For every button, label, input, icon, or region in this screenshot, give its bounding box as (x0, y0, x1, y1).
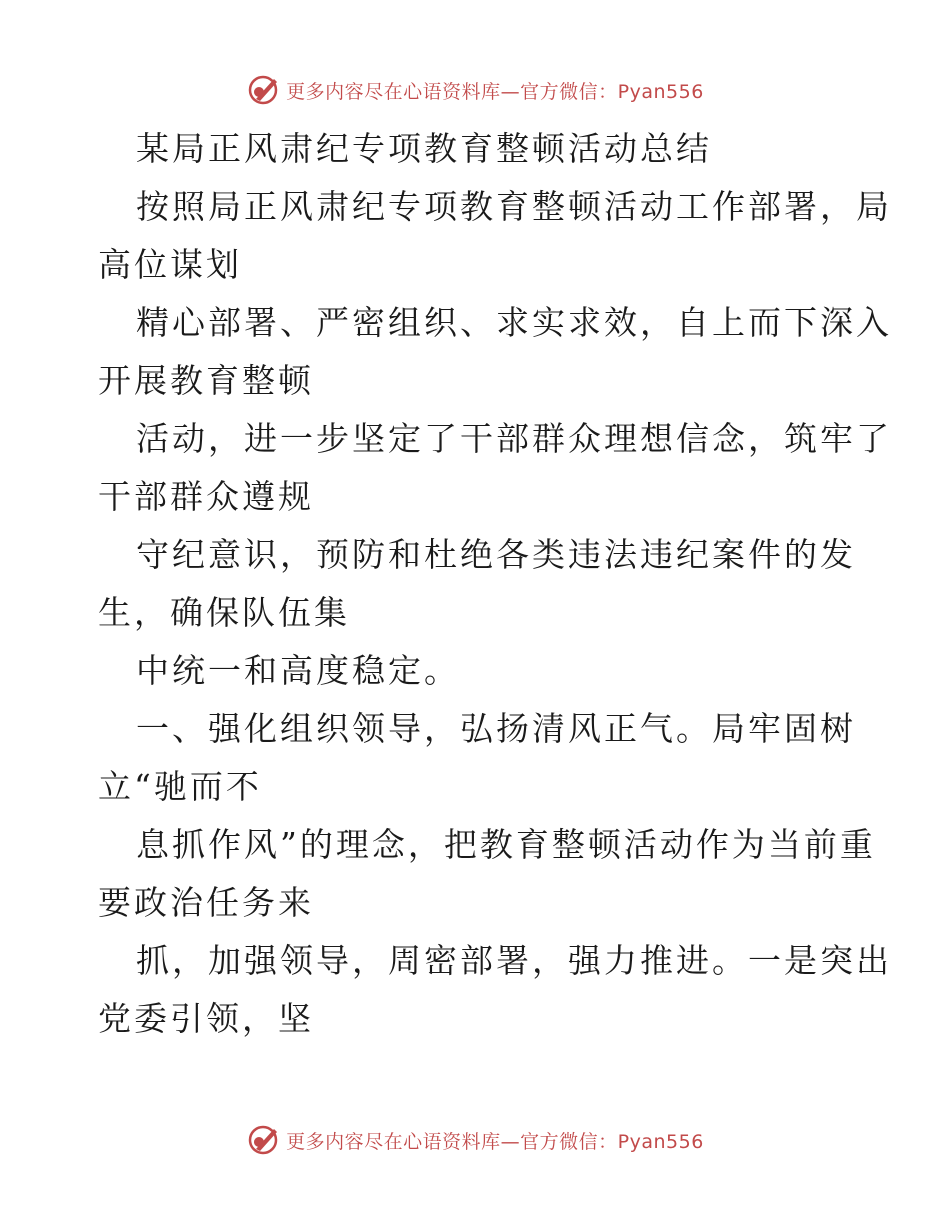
paragraph-line: 高位谋划 (98, 245, 242, 284)
watermark-text: 更多内容尽在心语资料库—官方微信：Pyan556 (286, 1130, 704, 1153)
paragraph-line: 开展教育整顿 (98, 361, 314, 400)
paragraph-line: 按照局正风肃纪专项教育整顿活动工作部署，局 (136, 187, 892, 226)
paragraph-line: 干部群众遵规 (98, 477, 314, 516)
paragraph-line: 一、强化组织领导，弘扬清风正气。局牢固树 (136, 709, 856, 748)
watermark-logo-icon (246, 73, 280, 107)
paragraph-line: 抓，加强领导，周密部署，强力推进。一是突出 (136, 941, 892, 980)
paragraph-line: 党委引领，坚 (98, 999, 314, 1038)
watermark-logo-icon (246, 1123, 280, 1157)
paragraph-line: 生，确保队伍集 (98, 593, 350, 632)
document-title: 某局正风肃纪专项教育整顿活动总结 (136, 129, 712, 168)
paragraph-line: 中统一和高度稳定。 (136, 651, 460, 690)
paragraph-line: 要政治任务来 (98, 883, 314, 922)
paragraph-line: 活动，进一步坚定了干部群众理想信念，筑牢了 (136, 419, 892, 458)
watermark-header (0, 70, 950, 110)
watermark-text: 更多内容尽在心语资料库—官方微信：Pyan556 (286, 80, 704, 103)
paragraph-line: 守纪意识，预防和杜绝各类违法违纪案件的发 (136, 535, 856, 574)
paragraph-line: 息抓作风”的理念，把教育整顿活动作为当前重 (136, 825, 876, 864)
document-body (98, 120, 892, 1048)
paragraph-line: 精心部署、严密组织、求实求效，自上而下深入 (136, 303, 892, 342)
paragraph-line: 立“驰而不 (98, 767, 262, 806)
watermark-footer (0, 1120, 950, 1160)
